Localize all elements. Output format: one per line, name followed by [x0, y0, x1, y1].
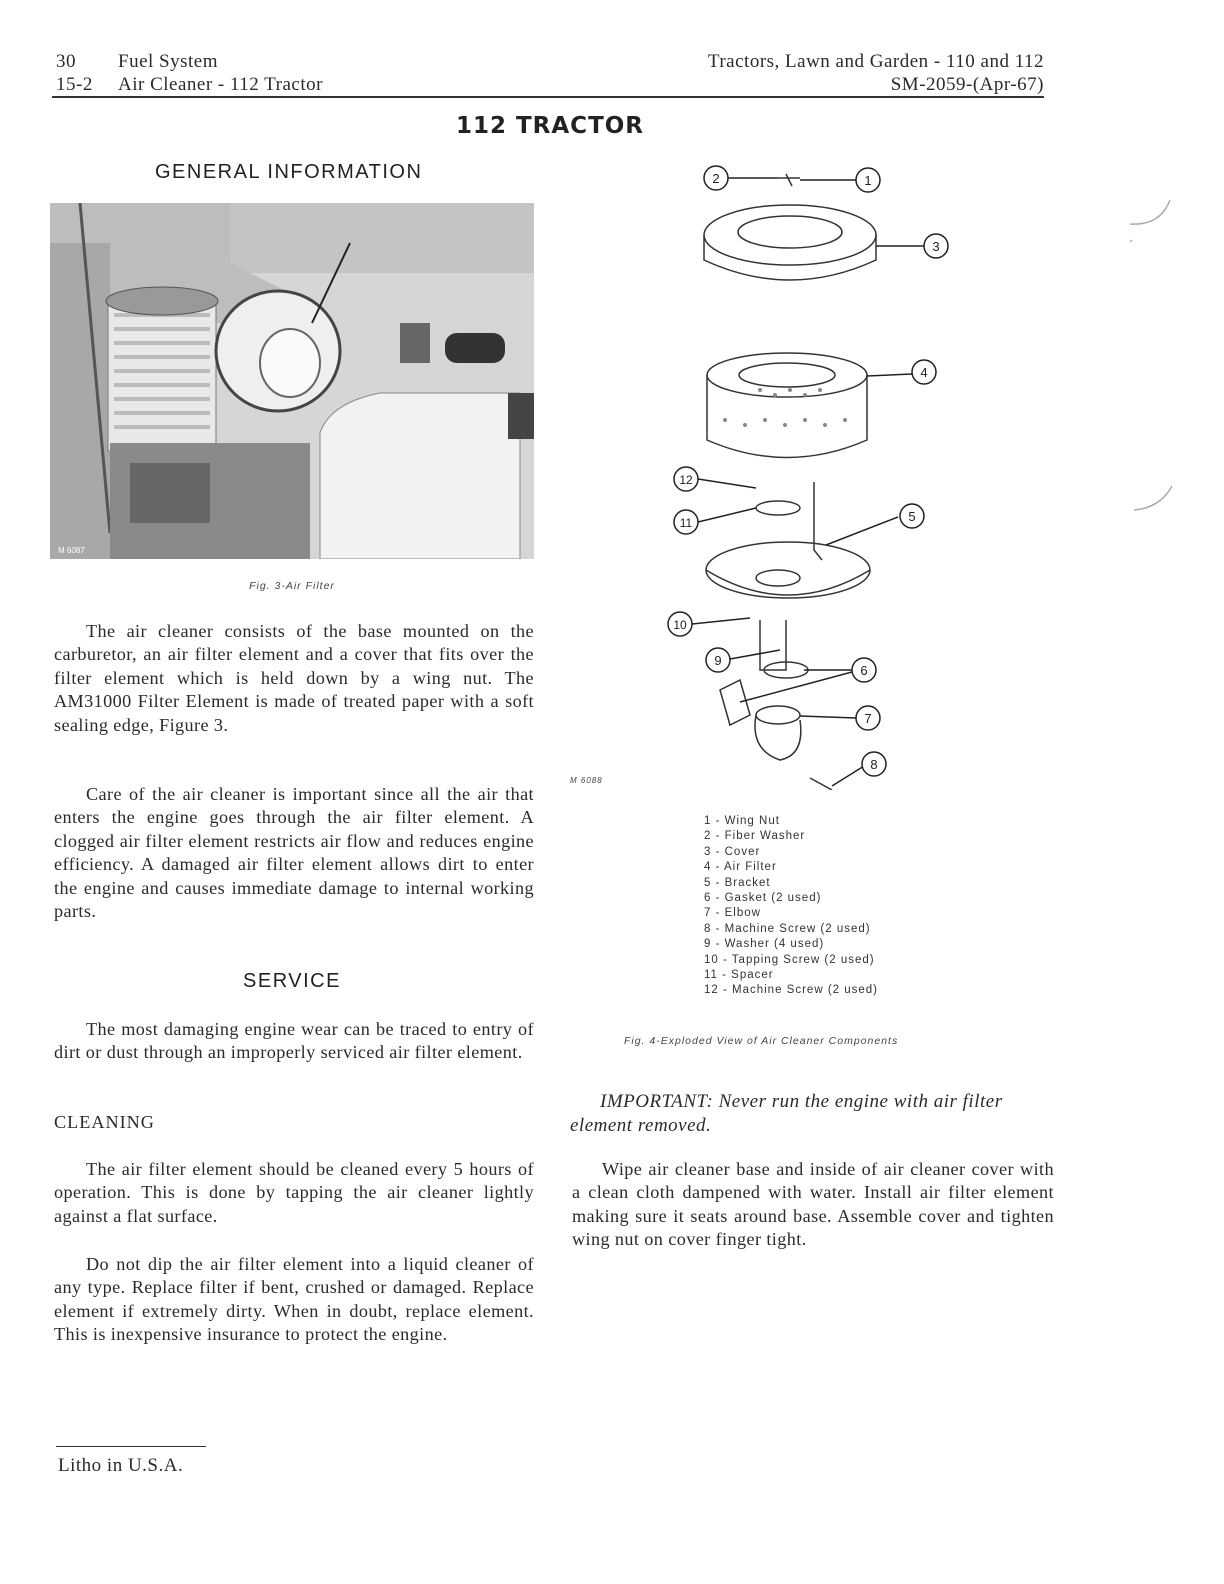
callout-8: 8: [870, 757, 878, 772]
section-number: 15-2: [56, 74, 93, 95]
callout-3: 3: [932, 239, 940, 254]
service-paragraph-1: The most damaging engine wear can be traced to entry of dirt or dust through an improperly serviced air filter element.: [54, 1019, 534, 1063]
footer-rule: [56, 1446, 206, 1447]
subsection-title: Air Cleaner - 112 Tractor: [118, 74, 323, 95]
cleaning-paragraph-1: The air filter element should be cleaned every 5 hours of operation. This is done by tapping the air cleaner lightly against a flat surface.: [54, 1159, 534, 1226]
air-filter-photo-drawing: [50, 203, 534, 559]
callout-9: 9: [714, 653, 722, 668]
important-note: IMPORTANT: Never run the engine with air filter element removed.: [570, 1091, 1003, 1136]
legend-item: 11 - Spacer: [704, 969, 774, 982]
general-info-paragraph-1: The air cleaner consists of the base mounted on the carburetor, an air filter element and a cover that fits over the filter element which is held down by a wing nut. The AM31000 Filter Element is made of treated paper with a soft sealing edge, Figure 3.: [54, 621, 534, 735]
legend-item: 10 - Tapping Screw (2 used): [704, 953, 875, 966]
general-info-paragraph-2: Care of the air cleaner is important since all the air that enters the engine goes through the air filter element. A clogged air filter element restricts air flow and reduces engine efficiency. A damaged air filter element allows dirt to enter the engine and causes immediate damage to internal working parts.: [54, 784, 534, 922]
binder-marks: [1120, 190, 1180, 730]
callout-7: 7: [864, 711, 872, 726]
general-information-heading: GENERAL INFORMATION: [155, 161, 423, 183]
photo-tag: M 6087: [58, 546, 85, 555]
manual-code: SM-2059-(Apr-67): [890, 74, 1044, 95]
callout-10: 10: [673, 618, 687, 632]
legend-item: 5 - Bracket: [704, 876, 771, 889]
legend-item: 1 - Wing Nut: [704, 815, 780, 827]
legend-item: 6 - Gasket (2 used): [704, 892, 822, 905]
page-number: 30: [56, 51, 76, 72]
legend-item: 3 - Cover: [704, 845, 761, 858]
callout-2: 2: [712, 171, 720, 186]
service-heading: SERVICE: [243, 970, 341, 992]
cleaning-paragraph-2: Do not dip the air filter element into a liquid cleaner of any type. Replace filter if bent, crushed or damaged. Replace element if extremely dirty. When in doubt, replace element. This is inexpensive insurance to protect the engine.: [54, 1254, 534, 1345]
exploded-view-diagram: [600, 150, 1020, 790]
air-filter-photo: [50, 203, 534, 559]
manual-title: Tractors, Lawn and Garden - 110 and 112: [707, 51, 1044, 72]
footer-litho: Litho in U.S.A.: [58, 1455, 184, 1476]
callout-11: 11: [679, 516, 693, 530]
callout-12: 12: [679, 473, 693, 487]
cleaning-heading: CLEANING: [54, 1112, 155, 1132]
parts-legend: [704, 814, 878, 999]
section-title: Fuel System: [118, 51, 218, 72]
callout-4: 4: [920, 365, 928, 380]
diagram-tag: M 6088: [570, 776, 603, 785]
header-rule: [52, 96, 1044, 98]
callout-5: 5: [908, 509, 916, 524]
fig3-caption: Fig. 3-Air Filter: [249, 580, 335, 592]
callout-1: 1: [864, 173, 872, 188]
legend-item: 4 - Air Filter: [704, 861, 777, 874]
legend-item: 7 - Elbow: [704, 907, 761, 920]
fig4-caption: Fig. 4-Exploded View of Air Cleaner Components: [624, 1035, 899, 1047]
legend-item: 9 - Washer (4 used): [704, 938, 825, 951]
legend-item: 12 - Machine Screw (2 used): [704, 984, 879, 997]
legend-item: 2 - Fiber Washer: [704, 830, 806, 843]
page-title: 112 TRACTOR: [455, 113, 645, 139]
callout-6: 6: [860, 663, 868, 678]
reassembly-paragraph: Wipe air cleaner base and inside of air cleaner cover with a clean cloth dampened with water. Install air filter element making sure it seats around base. Assemble cover and tighten wing nut on cover finger tight.: [572, 1159, 1054, 1250]
legend-item: 8 - Machine Screw (2 used): [704, 922, 871, 935]
